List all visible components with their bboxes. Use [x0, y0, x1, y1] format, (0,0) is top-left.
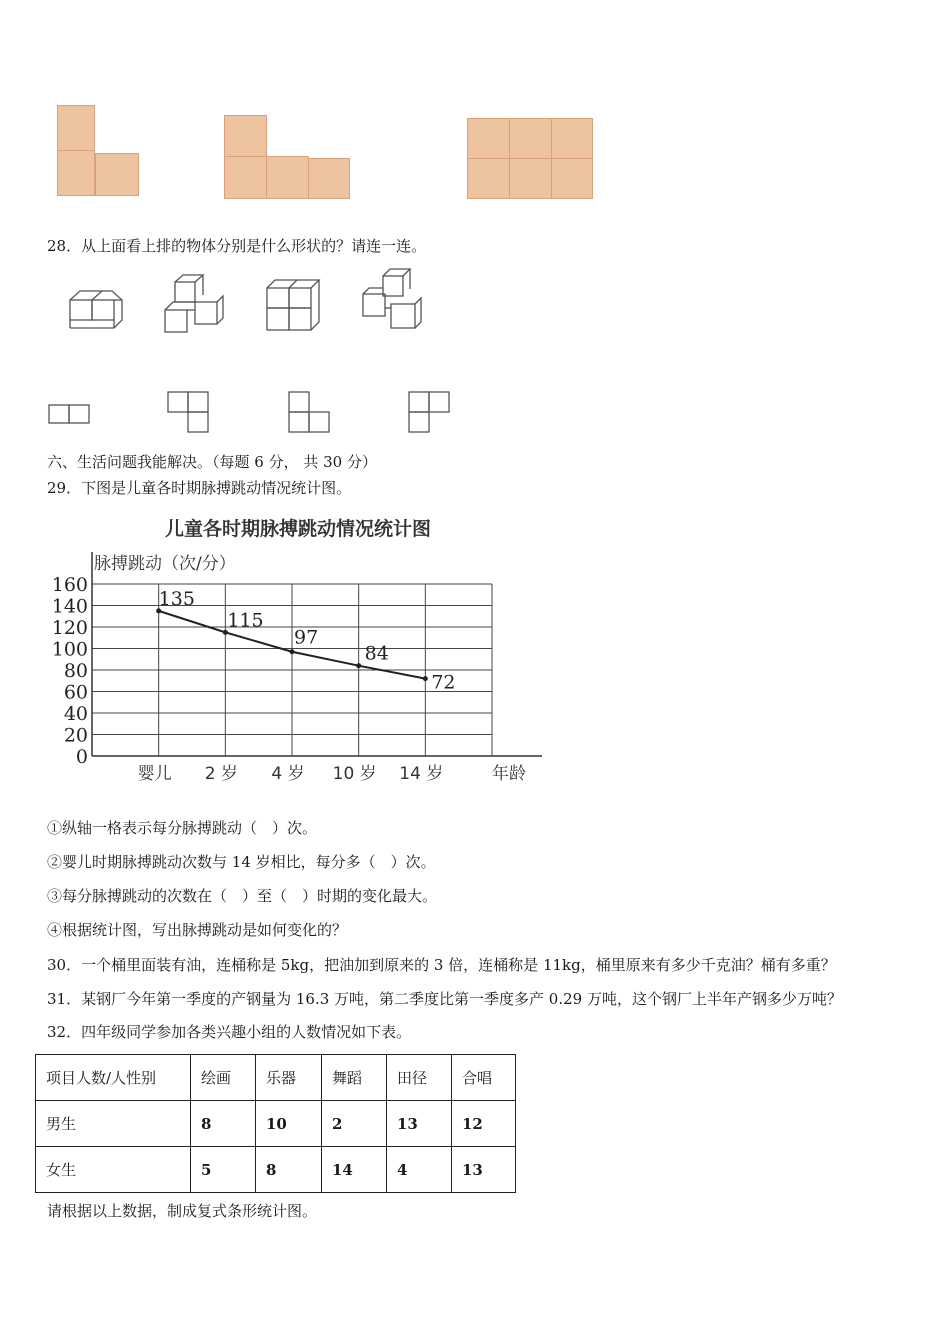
chart-y-ticks [52, 574, 88, 768]
question-28: 28．从上面看上排的物体分别是什么形状的？请连一连。 [47, 237, 427, 255]
table-cell: 14 [322, 1147, 387, 1193]
chart-grid [92, 552, 542, 756]
cube-figure-1 [60, 282, 130, 332]
q29-sub-3: ③每分脉搏跳动的次数在（ ）至（ ）时期的变化最大。 [47, 887, 438, 905]
table-cell: 8 [191, 1101, 256, 1147]
interest-group-table [35, 1054, 516, 1193]
question-30: 30．一个桶里面装有油，连桶称是 5kg，把油加到原来的 3 倍，连桶称是 11kg，桶里原来有多少千克油？桶有多重？ [47, 956, 836, 974]
data-point [423, 676, 428, 681]
cube-figure-3 [262, 276, 324, 334]
q29-sub-1: ①纵轴一格表示每分脉搏跳动（ ）次。 [47, 819, 318, 837]
question-29: 29．下图是儿童各时期脉搏跳动情况统计图。 [47, 479, 352, 497]
table-cell: 8 [256, 1147, 322, 1193]
section-6-heading: 六、生活问题我能解决。（每题 6 分， 共 30 分） [47, 453, 377, 471]
chart-x-axis-label: 年龄 [492, 764, 526, 784]
x-tick-label: 婴儿 [137, 764, 172, 784]
table-header-cell: 乐器 [256, 1055, 322, 1101]
x-tick-label: 10 岁 [332, 764, 377, 784]
data-point [290, 649, 295, 654]
top-view-4 [406, 390, 452, 434]
y-tick-label: 160 [51, 574, 88, 596]
y-tick-label: 100 [51, 638, 88, 661]
data-point [356, 663, 361, 668]
table-cell: 女生 [36, 1147, 191, 1193]
chart-title: 儿童各时期脉搏跳动情况统计图 [164, 518, 432, 540]
data-label: 135 [158, 587, 195, 610]
table-cell: 2 [322, 1101, 387, 1147]
table-header-cell: 田径 [387, 1055, 452, 1101]
chart-x-tick-labels [138, 764, 444, 784]
pulse-line-chart [40, 508, 560, 798]
q32-instruction: 请根据以上数据，制成复式条形统计图。 [47, 1202, 318, 1220]
table-cell: 5 [191, 1147, 256, 1193]
data-label: 84 [364, 642, 389, 665]
data-label: 97 [294, 626, 319, 649]
question-31: 31．某钢厂今年第一季度的产钢量为 16.3 万吨，第二季度比第一季度多产 0.29 万吨，这个钢厂上半年产钢多少万吨？ [47, 990, 842, 1008]
q29-sub-2: ②婴儿时期脉搏跳动次数与 14 岁相比，每分多（ ）次。 [47, 853, 436, 871]
y-tick-label: 20 [63, 724, 88, 747]
x-tick-label: 2 岁 [204, 764, 238, 784]
table-cell: 13 [452, 1147, 516, 1193]
cube-figure-2 [157, 272, 227, 338]
table-header-cell: 合唱 [452, 1055, 516, 1101]
top-view-1 [46, 402, 92, 426]
table-row [36, 1147, 516, 1193]
y-tick-label: 60 [63, 681, 88, 704]
y-tick-label: 120 [51, 617, 88, 639]
table-cell: 10 [256, 1101, 322, 1147]
chart-y-axis-label: 脉搏跳动（次/分） [94, 554, 236, 574]
table-header-cell: 项目人数/人性别 [36, 1055, 191, 1101]
data-label: 72 [431, 671, 456, 694]
table-header-cell: 舞蹈 [322, 1055, 387, 1101]
top-view-2 [166, 390, 210, 434]
cube-figure-4 [355, 266, 429, 336]
table-cell: 4 [387, 1147, 452, 1193]
y-tick-label: 80 [63, 660, 88, 682]
y-tick-label: 0 [75, 746, 88, 768]
chart-series [156, 588, 455, 694]
table-header-row [36, 1055, 516, 1101]
table-cell: 男生 [36, 1101, 191, 1147]
data-label: 115 [227, 609, 264, 632]
q29-sub-4: ④根据统计图，写出脉搏跳动是如何变化的？ [47, 921, 348, 939]
top-view-3 [287, 390, 331, 434]
x-tick-label: 4 岁 [271, 764, 305, 784]
question-32: 32．四年级同学参加各类兴趣小组的人数情况如下表。 [47, 1023, 412, 1041]
table-row [36, 1101, 516, 1147]
table-cell: 13 [387, 1101, 452, 1147]
table-cell: 12 [452, 1101, 516, 1147]
table-header-cell: 绘画 [191, 1055, 256, 1101]
x-tick-label: 14 岁 [399, 764, 444, 784]
y-tick-label: 40 [63, 703, 88, 725]
y-tick-label: 140 [51, 595, 88, 618]
